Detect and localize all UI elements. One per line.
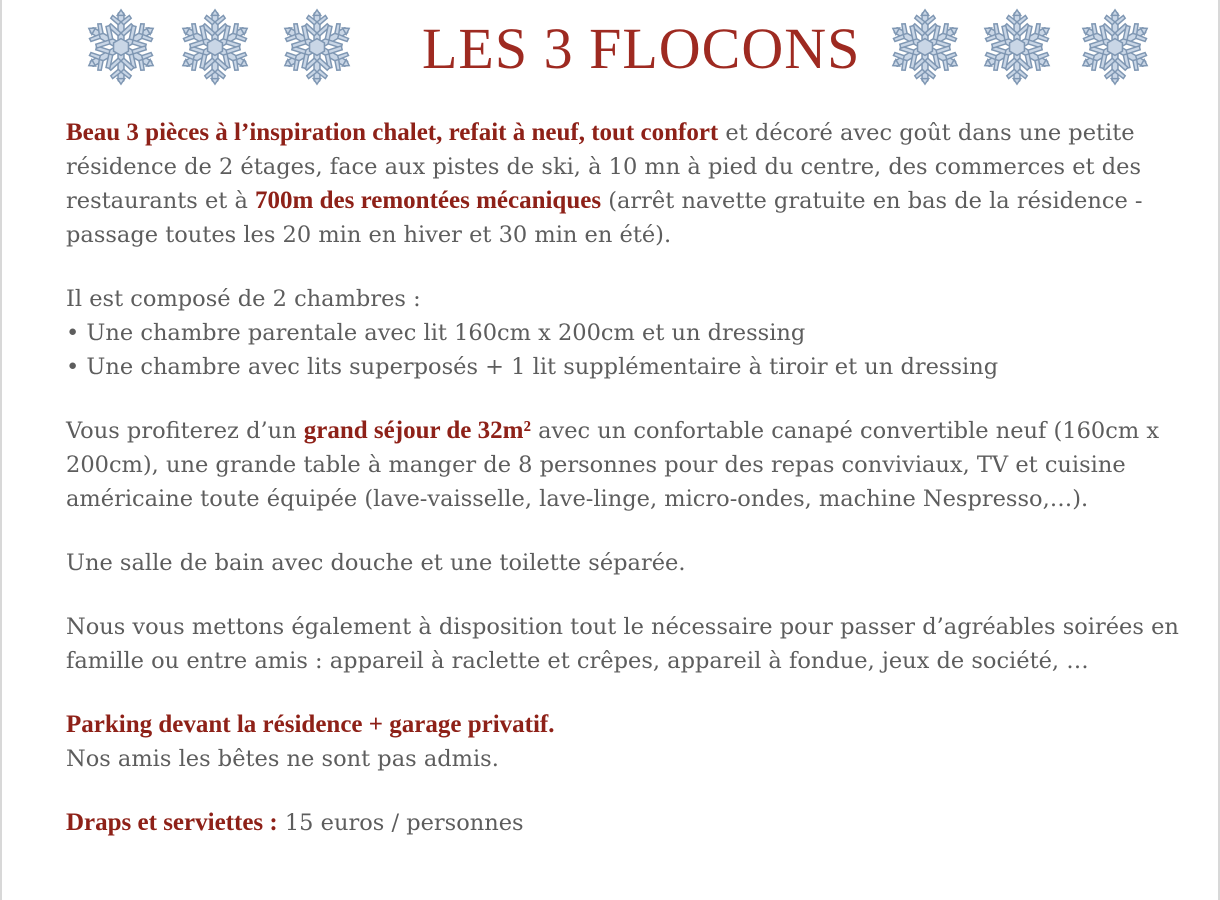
intro-paragraph bbox=[66, 116, 1216, 252]
list-item: • Une chambre avec lits superposés + 1 lit supplémentaire à tiroir et un dressing bbox=[66, 354, 999, 380]
snowflake-icon bbox=[978, 8, 1056, 86]
parking-paragraph bbox=[66, 708, 1216, 776]
linen-paragraph bbox=[66, 806, 1216, 840]
living-text-2: avec un confortable canapé convertible neuf (160cm x 200cm), une grande table à manger de 8 personnes pour des repas conviviaux, TV et cuisine américaine toute équipée (lave-vaisselle, lave-linge, micro-ondes, machine Nespresso,…). bbox=[66, 418, 1160, 512]
living-text-1: Vous profiterez d’un bbox=[66, 418, 304, 444]
pets-text: Nos amis les bêtes ne sont pas admis. bbox=[66, 746, 499, 772]
highlight-lifts: 700m des remontées mécaniques bbox=[255, 187, 602, 214]
intro-text-1: et décoré avec goût dans une petite résidence de 2 étages, face aux pistes de ski, à 10 mn à pied du centre, des commerces et des restaurants et à bbox=[66, 120, 1142, 214]
snowflake-icon bbox=[886, 8, 964, 86]
intro-text-2: (arrêt navette gratuite en bas de la résidence - passage toutes les 20 min en hiver et 30 min en été). bbox=[66, 188, 1143, 248]
description-body bbox=[66, 116, 1216, 840]
snowflake-icon bbox=[1076, 8, 1154, 86]
highlight-linen: Draps et serviettes : bbox=[66, 809, 278, 836]
rooms-paragraph bbox=[66, 282, 1216, 384]
header bbox=[2, 0, 1218, 110]
rooms-intro: Il est composé de 2 chambres : bbox=[66, 286, 421, 312]
highlight-parking: Parking devant la résidence + garage privatif. bbox=[66, 711, 555, 738]
extras-paragraph: Nous vous mettons également à disposition tout le nécessaire pour passer d’agréables soirées en famille ou entre amis : appareil à raclette et crêpes, appareil à fondue, jeux de société, … bbox=[66, 614, 1179, 674]
list-item: • Une chambre parentale avec lit 160cm x 200cm et un dressing bbox=[66, 320, 806, 346]
living-paragraph bbox=[66, 414, 1216, 516]
highlight-living-room: grand séjour de 32m² bbox=[303, 417, 531, 444]
snowflake-icon bbox=[82, 8, 160, 86]
linen-price: 15 euros / personnes bbox=[277, 810, 524, 836]
highlight-chalet: Beau 3 pièces à l’inspiration chalet, refait à neuf, tout confort bbox=[66, 119, 719, 146]
page-title: LES 3 FLOCONS bbox=[422, 16, 861, 81]
bathroom-paragraph: Une salle de bain avec douche et une toilette séparée. bbox=[66, 550, 686, 576]
snowflake-icon bbox=[278, 8, 356, 86]
snowflake-icon bbox=[176, 8, 254, 86]
